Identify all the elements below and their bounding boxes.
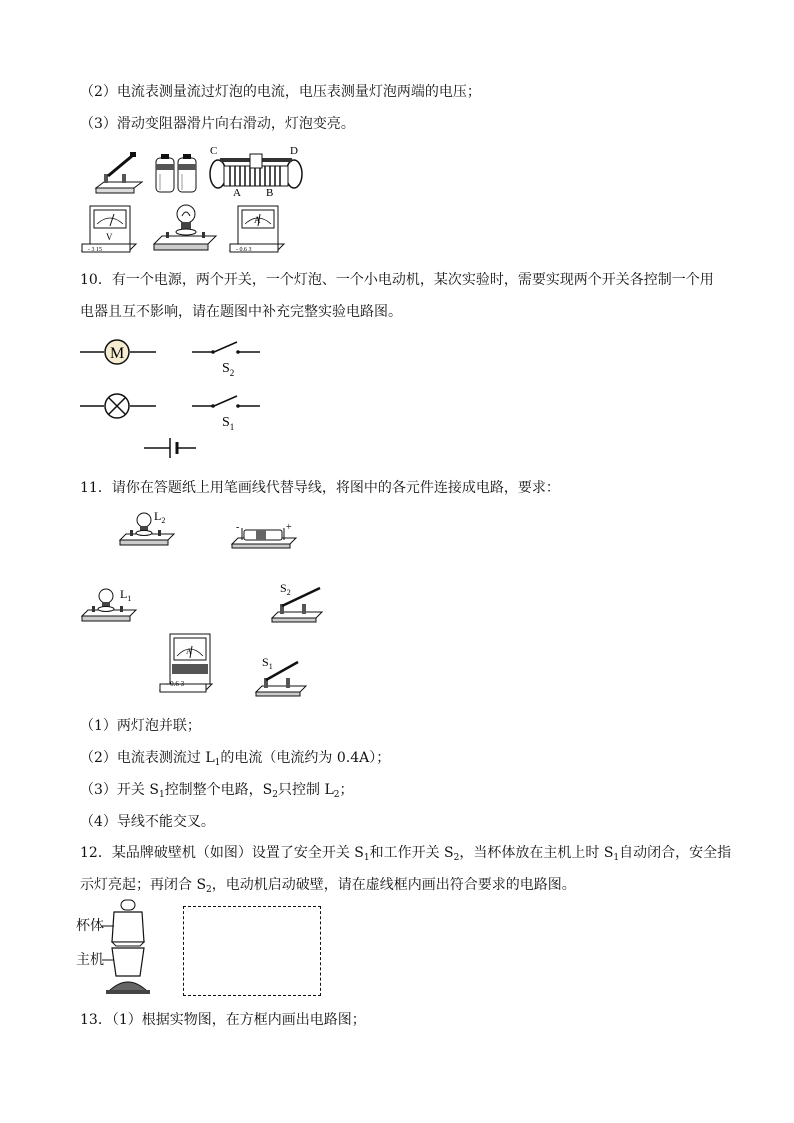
knife-switch-icon bbox=[96, 152, 142, 193]
switch-s1-symbol-icon bbox=[192, 396, 260, 432]
battery-holder-icon bbox=[232, 522, 296, 548]
bulb-l1-icon bbox=[82, 587, 136, 621]
battery-pos-label: + bbox=[286, 522, 292, 533]
rheostat-label-b: B bbox=[266, 187, 274, 198]
ammeter-device-terminals: - 0.6 3 bbox=[166, 680, 185, 688]
blender-figure bbox=[76, 896, 176, 998]
q9-apparatus-bottom bbox=[80, 200, 302, 256]
ammeter-label: A bbox=[254, 215, 261, 225]
voltmeter-terminals: - 3 15 bbox=[88, 247, 102, 253]
q10-circuit-elements bbox=[80, 336, 270, 460]
ammeter-icon bbox=[230, 206, 284, 253]
voltmeter-icon bbox=[82, 206, 136, 253]
s2-device-label: $S_2$ bbox=[280, 581, 291, 597]
l2-label: $L_2$ bbox=[154, 509, 166, 525]
rheostat-label-c: C bbox=[210, 145, 218, 157]
switch-s2-symbol-icon bbox=[192, 342, 260, 378]
q10-line1: 10．有一个电源，两个开关，一个灯泡、一个小电动机，某次实验时，需要实现两个开关各控制一个用 bbox=[80, 272, 714, 288]
blender-icon bbox=[106, 900, 150, 994]
s1-device-label: $S_1$ bbox=[262, 655, 273, 671]
battery-symbol-icon bbox=[144, 438, 196, 458]
switch-s1-icon bbox=[256, 655, 306, 696]
q11-req1: （1）两灯泡并联； bbox=[80, 718, 201, 734]
ammeter-terminals: - 0.6 3 bbox=[236, 247, 252, 253]
motor-symbol-icon bbox=[80, 340, 156, 364]
q11-req3: （3）开关 $S_1$控制整个电路，$S_2$只控制 $L_2$； bbox=[80, 782, 354, 800]
rheostat-icon bbox=[210, 145, 302, 198]
rheostat-label-d: D bbox=[290, 145, 298, 157]
battery-pack-icon bbox=[156, 154, 196, 192]
cup-label: 杯体 bbox=[76, 918, 104, 934]
bulb-l2-icon bbox=[120, 509, 174, 545]
q12-line2: 示灯亮起；再闭合 $S_2$，电动机启动破壁，请在虚线框内画出符合要求的电路图。 bbox=[80, 877, 576, 895]
switch-s2-icon bbox=[272, 581, 322, 622]
bulb-holder-icon bbox=[154, 205, 216, 250]
ammeter-device-label: A bbox=[186, 647, 192, 656]
q9-item3: （3）滑动变阻器滑片向右滑动，灯泡变亮。 bbox=[80, 116, 355, 132]
battery-neg-label: - bbox=[236, 522, 240, 533]
q9-apparatus-top bbox=[94, 144, 310, 198]
base-label: 主机 bbox=[76, 952, 104, 968]
s1-label: $S_1$ bbox=[222, 415, 235, 432]
q12-line1: 12．某品牌破壁机（如图）设置了安全开关 $S_1$和工作开关 $S_2$，当杯体放在主机上时 $S_1$自动闭合，安全指 bbox=[80, 845, 732, 863]
ammeter-device-icon bbox=[160, 634, 212, 692]
q13-line1: 13．（1）根据实物图，在方框内画出电路图； bbox=[80, 1012, 366, 1028]
l1-label: $L_1$ bbox=[120, 587, 132, 603]
rheostat-label-a: A bbox=[233, 187, 241, 198]
s2-label: $S_2$ bbox=[222, 361, 235, 378]
q11-req4: （4）导线不能交叉。 bbox=[80, 814, 215, 830]
answer-dashed-box[interactable] bbox=[183, 906, 321, 996]
q9-item2: （2）电流表测量流过灯泡的电流，电压表测量灯泡两端的电压； bbox=[80, 84, 481, 100]
q11-apparatus bbox=[80, 506, 328, 702]
q11-intro: 11．请你在答题纸上用笔画线代替导线，将图中的各元件连接成电路，要求： bbox=[80, 480, 560, 496]
q10-line2: 电器且互不影响，请在题图中补充完整实验电路图。 bbox=[80, 304, 402, 320]
lamp-symbol-icon bbox=[80, 394, 156, 418]
q11-req2: （2）电流表测流过 $L_1$的电流（电流约为 0.4A）； bbox=[80, 750, 391, 768]
voltmeter-label: V bbox=[106, 232, 113, 242]
motor-label: M bbox=[110, 345, 125, 362]
